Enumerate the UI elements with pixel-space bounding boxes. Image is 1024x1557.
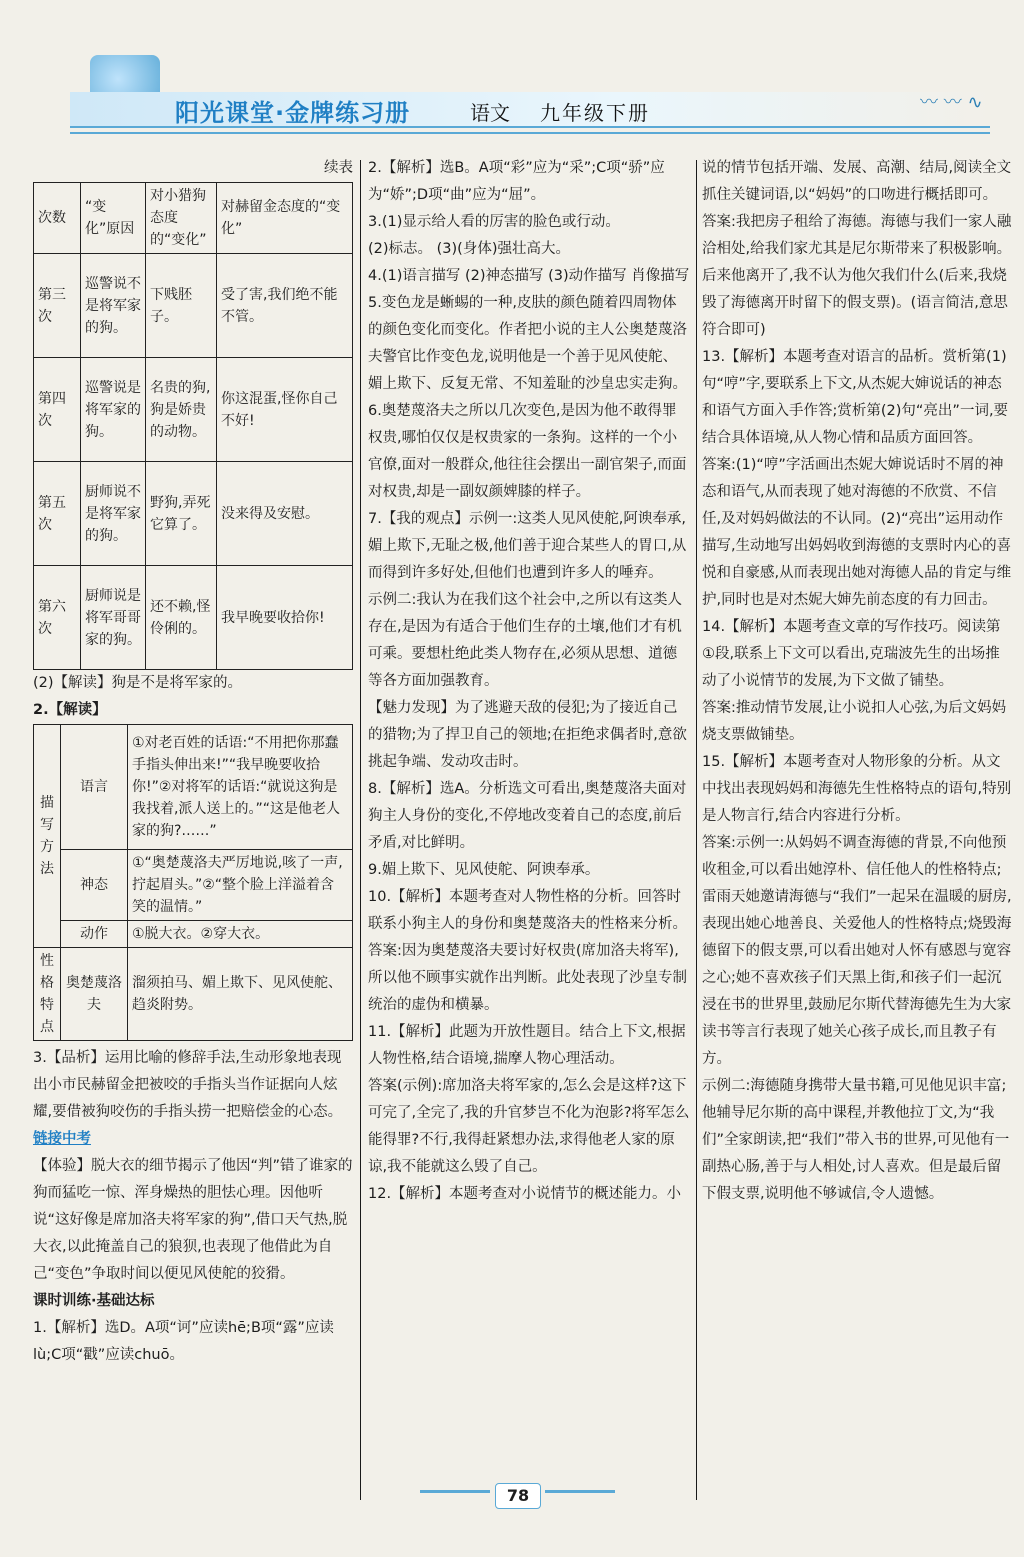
table-cell: 我早晚要收拾你! (217, 566, 353, 670)
table-cell: 巡警说不是将军家的狗。 (81, 254, 146, 358)
table-header: 次数 (34, 183, 81, 254)
table-row (34, 358, 353, 462)
answer-item: 答案(示例):席加洛夫将军家的,怎么会是这样?这下可完了,全完了,我的升官梦岂不化为泡影?将军怎么能得罪?不行,我得赶紧想办法,求得他老人家的原谅,我不能就这么毁了自己。 (368, 1078, 690, 1175)
answer-item: 答案:示例一:从妈妈不调查海德的背景,不向他预收租金,可以看出她淳朴、信任他人的性格特点;雷雨天她邀请海德与“我们”一起呆在温暖的厨房,表现出她心地善良、关爱他人的性格特点;烧毁海德留下的假支票,可以看出她对人怀有感恩与宽容之心;她不喜欢孩子们天黑上街,和孩子们一起沉浸在书的世界里,鼓励尼尔斯代替海德先生为大家读书等言行表现了她关心孩子成长,而且教子有方。 (702, 835, 1012, 1067)
answer-item: 示例二:海德随身携带大量书籍,可见他见识丰富;他辅导尼尔斯的高中课程,并教他拉丁文,为“我们”全家朗读,把“我们”带入书的世界,可见他有一副热心肠,善于与人相处,讨人喜欢。但是最后留下假支票,说明他不够诚信,令人遗憾。 (702, 1078, 1010, 1202)
answer-item: 7.【我的观点】示例一:这类人见风使舵,阿谀奉承,媚上欺下,无耻之极,他们善于迎合某些人的胃口,从而得到许多好处,但他们也遭到许多人的唾弃。 (368, 511, 687, 581)
series-title: 阳光课堂·金牌练习册 (175, 99, 411, 127)
answer-item: (2)标志。 (3)(身体)强壮高大。 (368, 241, 571, 257)
table-cell: 受了害,我们绝不能不管。 (217, 254, 353, 358)
answer-item: 10.【解析】本题考查对人物性格的分析。回答时联系小狗主人的身份和奥楚蔑洛夫的性格来分析。 (368, 889, 687, 932)
group-cell: 描写方法 (34, 725, 61, 948)
table-cell: 巡警说是将军家的狗。 (81, 358, 146, 462)
experience-text: 【体验】脱大衣的细节揭示了他因“判”错了谁家的狗而猛吃一惊、浑身燥热的胆怯心理。因他听说“这好像是席加洛夫将军家的狗”,借口天气热,脱大衣,以此掩盖自己的狼狈,也表现了他借此为自己“变色”争取时间以便见风使舵的狡猾。 (33, 1158, 353, 1282)
table-cell: 第五次 (34, 462, 81, 566)
column-1 (33, 155, 353, 1369)
table-header: “变化”原因 (81, 183, 146, 254)
table-row (34, 921, 353, 948)
row-text: ①“奥楚蔑洛夫严厉地说,咳了一声,拧起眉头。”②“整个脸上洋溢着含笑的温情。” (128, 850, 353, 921)
footer-decoration (420, 1490, 490, 1493)
answer-item: 5.变色龙是蜥蜴的一种,皮肤的颜色随着四周物体的颜色变化而变化。作者把小说的主人公奥楚蔑洛夫警官比作变色龙,说明他是一个善于见风使舵、媚上欺下、反复无常、不知羞耻的沙皇忠实走狗。 (368, 295, 687, 392)
birds-icon: 〰 〰 ∿ (920, 92, 983, 113)
page-number: 78 (495, 1483, 541, 1509)
column-3 (702, 155, 1012, 1208)
table-cell: 第六次 (34, 566, 81, 670)
table-row (34, 948, 353, 1041)
row-text: 溜须拍马、媚上欺下、见风使舵、趋炎附势。 (128, 948, 353, 1041)
answer-item: 4.(1)语言描写 (2)神态描写 (3)动作描写 肖像描写 (368, 268, 690, 284)
answer-item: 说的情节包括开端、发展、高潮、结局,阅读全文抓住关键词语,以“妈妈”的口吻进行概括即可。 (702, 160, 1012, 203)
table-cell: 厨师说不是将军家的狗。 (81, 462, 146, 566)
answer-2-label: 2.【解读】 (33, 702, 107, 718)
table-cell: 下贱胚子。 (146, 254, 217, 358)
answer-2-2: (2)【解读】狗是不是将军家的。 (33, 675, 243, 691)
table-cell: 第三次 (34, 254, 81, 358)
subject-label: 语文 (470, 101, 510, 125)
header-line (70, 132, 990, 134)
row-label: 语言 (61, 725, 128, 850)
row-label: 奥楚蔑洛夫 (61, 948, 128, 1041)
table-cell: 还不赖,怪伶俐的。 (146, 566, 217, 670)
table-header: 对小猎狗态度的“变化” (146, 183, 217, 254)
answer-item: 3.(1)显示给人看的厉害的脸色或行动。 (368, 214, 620, 230)
table-cell: 厨师说是将军哥哥家的狗。 (81, 566, 146, 670)
answer-item: 示例二:我认为在我们这个社会中,之所以有这类人存在,是因为有适合于他们生存的土壤,他们才有机可乘。要想杜绝此类人物存在,必须从思想、道德等各方面加强教育。 (368, 592, 682, 689)
continued-label: 续表 (324, 160, 353, 176)
row-text: ①脱大衣。②穿大衣。 (128, 921, 353, 948)
table-cell: 第四次 (34, 358, 81, 462)
change-table (33, 182, 353, 670)
footer-decoration (545, 1490, 615, 1493)
answer-item: 15.【解析】本题考查对人物形象的分析。从文中找出表现妈妈和海德先生性格特点的语句,特别是人物言行,结合内容进行分析。 (702, 754, 1012, 824)
answer-item: 6.奥楚蔑洛夫之所以几次变色,是因为他不敢得罪权贵,哪怕仅仅是权贵家的一条狗。这样的一个小官僚,面对一般群众,他往往会摆出一副官架子,而面对权贵,却是一副奴颜婢膝的样子。 (368, 403, 687, 500)
table-header: 对赫留金态度的“变化” (217, 183, 353, 254)
table-cell: 野狗,弄死它算了。 (146, 462, 217, 566)
answer-item: 14.【解析】本题考查文章的写作技巧。阅读第①段,联系上下文可以看出,克瑞波先生的出场推动了小说情节的发展,为下文做了铺垫。 (702, 619, 1001, 689)
answer-item: 【魅力发现】为了逃避天敌的侵犯;为了接近自己的猎物;为了捍卫自己的领地;在拒绝求偶者时,意欲挑起争端、发动攻击时。 (368, 700, 687, 770)
row-label: 神态 (61, 850, 128, 921)
answer-item: 答案:(1)“哼”字活画出杰妮大婶说话时不屑的神态和语气,从而表现了她对海德的不欣赏、不信任,及对妈妈做法的不认同。(2)“亮出”运用动作描写,生动地写出妈妈收到海德的支票时内心的喜悦和自豪感,从而表现出她对海德人品的肯定与维护,同时也是对杰妮大婶先前态度的有力回击。 (702, 457, 1012, 608)
answer-item: 11.【解析】此题为开放性题目。结合上下文,根据人物性格,结合语境,揣摩人物心理活动。 (368, 1024, 686, 1067)
table-cell: 名贵的狗,狗是娇贵的动物。 (146, 358, 217, 462)
table-row (34, 566, 353, 670)
table-header-row (34, 183, 353, 254)
answer-item: 答案:我把房子租给了海德。海德与我们一家人融洽相处,给我们家尤其是尼尔斯带来了积极影响。后来他离开了,我不认为他欠我们什么(后来,我烧毁了海德离开时留下的假支票)。(语言简洁,意思符合即可) (702, 214, 1012, 338)
answer-item: 13.【解析】本题考查对语言的品析。赏析第(1)句“哼”字,要联系上下文,从杰妮大婶说话的神态和语气方面入手作答;赏析第(2)句“亮出”一词,要结合具体语境,从人物心情和品质方面回答。 (702, 349, 1009, 446)
column-divider (360, 160, 361, 1500)
table-cell: 没来得及安慰。 (217, 462, 353, 566)
answer-item: 8.【解析】选A。分析选文可看出,奥楚蔑洛夫面对狗主人身份的变化,不停地改变着自己的态度,前后矛盾,对比鲜明。 (368, 781, 687, 851)
answer-item: 9.媚上欺下、见风使舵、阿谀奉承。 (368, 862, 600, 878)
page-header (0, 0, 1024, 150)
column-2 (368, 155, 690, 1208)
description-table (33, 724, 353, 1041)
row-label: 动作 (61, 921, 128, 948)
table-cell: 你这混蛋,怪你自己不好! (217, 358, 353, 462)
link-exam-title: 链接中考 (33, 1131, 91, 1147)
answer-item: 12.【解析】本题考查对小说情节的概述能力。小 (368, 1186, 682, 1202)
table-row (34, 850, 353, 921)
answer-item: 2.【解析】选B。A项“彩”应为“采”;C项“骄”应为“娇”;D项“曲”应为“屈”。 (368, 160, 665, 203)
answer-3: 3.【品析】运用比喻的修辞手法,生动形象地表现出小市民赫留金把被咬的手指头当作证据向人炫耀,要借被狗咬伤的手指头捞一把赔偿金的心态。 (33, 1050, 343, 1120)
table-row (34, 725, 353, 850)
answer-1: 1.【解析】选D。A项“诃”应读hē;B项“露”应读lù;C项“戳”应读chuō。 (33, 1320, 334, 1363)
answer-item: 答案:推动情节发展,让小说扣人心弦,为后文妈妈烧支票做铺垫。 (702, 700, 1007, 743)
training-title: 课时训练·基础达标 (33, 1293, 155, 1309)
grade-label: 九年级下册 (540, 101, 650, 125)
column-divider (696, 160, 697, 1500)
row-text: ①对老百姓的话语:“不用把你那蠢手指头伸出来!”“我早晚要收拾你!”②对将军的话语:“就说这狗是我找着,派人送上的。”“这是他老人家的狗?……” (128, 725, 353, 850)
table-row (34, 254, 353, 358)
table-row (34, 462, 353, 566)
answer-item: 答案:因为奥楚蔑洛夫要讨好权贵(席加洛夫将军),所以他不顾事实就作出判断。此处表现了沙皇专制统治的虚伪和横暴。 (368, 943, 687, 1013)
group-cell: 性格特点 (34, 948, 61, 1041)
